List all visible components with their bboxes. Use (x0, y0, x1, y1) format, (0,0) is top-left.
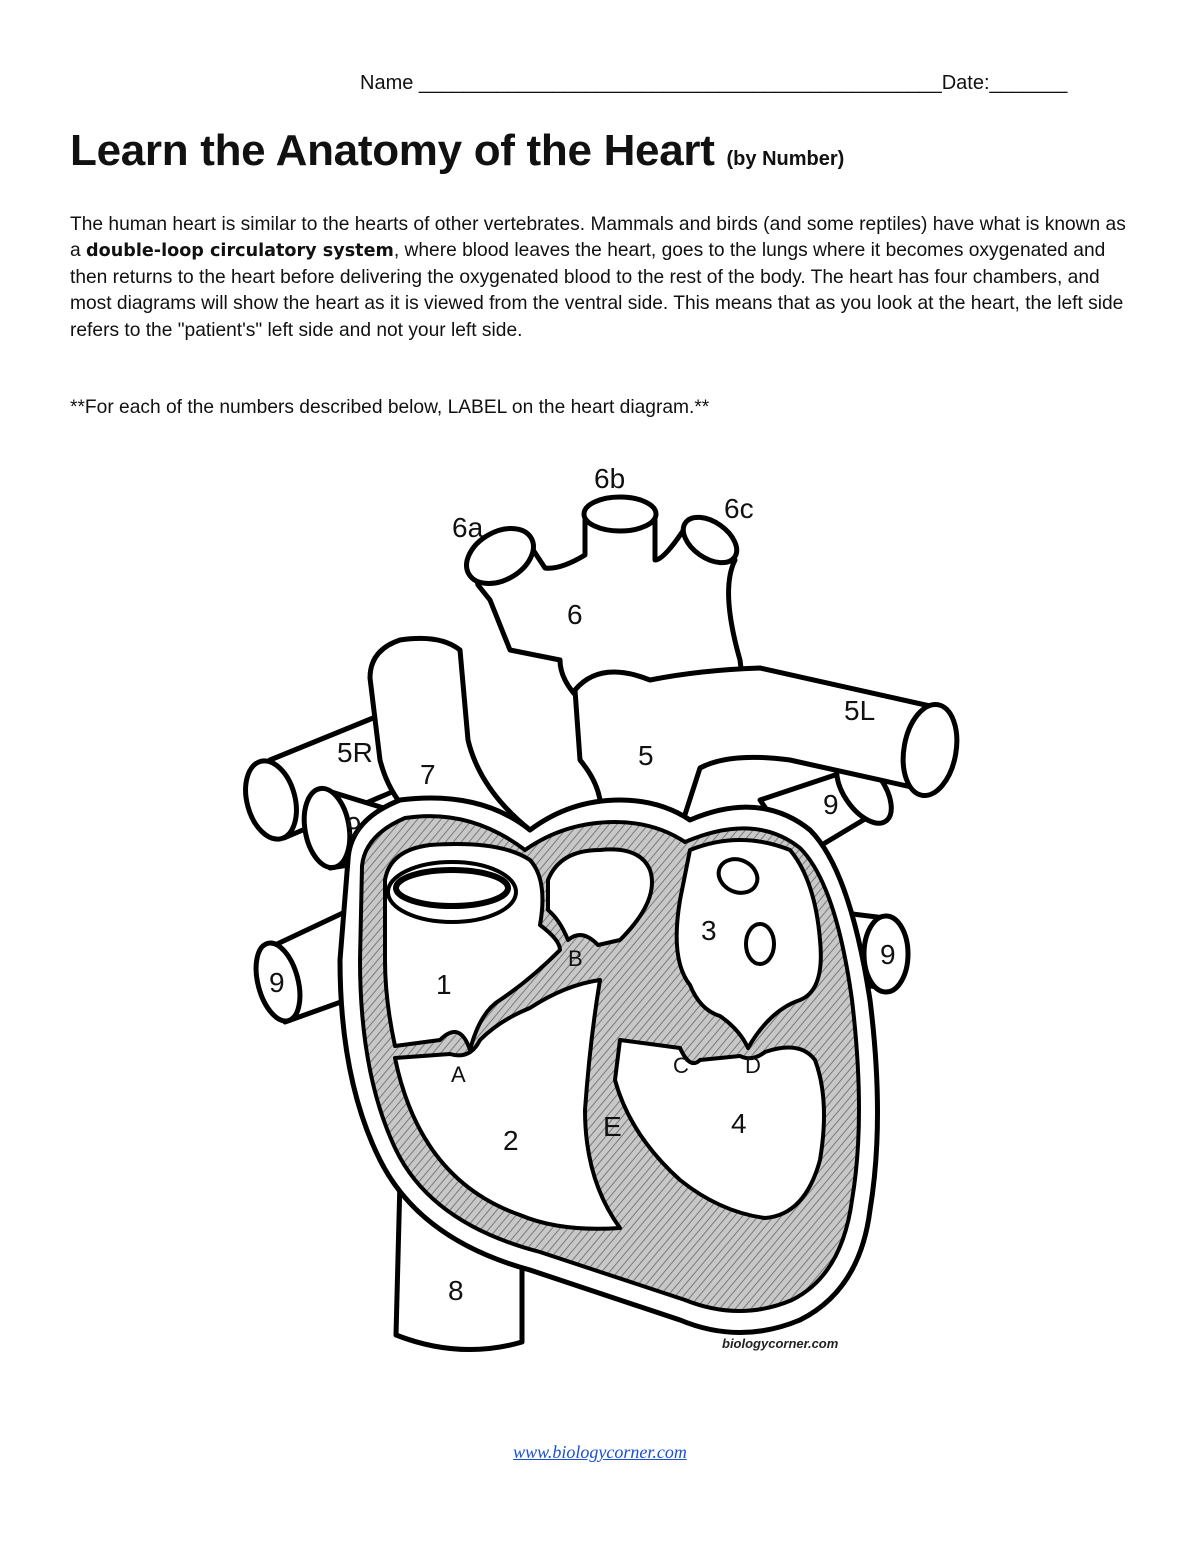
name-label: Name (360, 72, 414, 94)
label-6b: 6b (594, 463, 626, 494)
label-9-left-bottom: 9 (269, 967, 285, 998)
label-C: C (673, 1053, 689, 1078)
label-A: A (451, 1062, 466, 1087)
intro-bold-term: double-loop circulatory system (86, 241, 394, 262)
label-9-left-top: 9 (346, 811, 362, 842)
label-6: 6 (567, 599, 583, 630)
label-E: E (603, 1111, 622, 1142)
label-8: 8 (448, 1275, 464, 1306)
diagram-credit: biologycorner.com (722, 1336, 839, 1351)
label-6c: 6c (724, 493, 754, 524)
label-D: D (745, 1053, 761, 1078)
title-subtitle: (by Number) (726, 148, 845, 170)
heart-diagram (0, 440, 1200, 1440)
intro-text-1: The human heart is similar to the hearts of other vertebrates. Mammals and birds (and some reptiles) have what is known as a (70, 214, 1126, 262)
label-9-right-bottom: 9 (880, 939, 896, 970)
label-4: 4 (731, 1108, 747, 1139)
label-5L: 5L (844, 695, 876, 726)
label-7: 7 (420, 759, 436, 790)
instruction-text: **For each of the numbers described below, LABEL on the heart diagram.** (70, 397, 710, 418)
label-2: 2 (503, 1125, 519, 1156)
label-5: 5 (638, 740, 654, 771)
label-6a: 6a (452, 512, 484, 543)
page-title (70, 126, 844, 176)
label-9-right-top: 9 (823, 789, 839, 820)
name-blank[interactable]: _______________________________________________ (418, 72, 942, 94)
name-date-line (360, 72, 1067, 95)
footer-link[interactable]: www.biologycorner.com (513, 1442, 687, 1462)
label-B: B (568, 946, 583, 971)
title-main: Learn the Anatomy of the Heart (70, 126, 715, 175)
label-1: 1 (436, 969, 452, 1000)
intro-text-2: , where blood leaves the heart, goes to the lungs where it becomes oxygenated and then returns to the heart before delivering the oxygenated blood to the rest of the body. The heart has four chambers, and most diagrams will show the heart as it is viewed from the ventral side. This means that as you look at the heart, the left side refers to the "patient's" left side and not your left side. (70, 240, 1124, 341)
date-label: Date: (941, 72, 990, 94)
label-3: 3 (701, 915, 717, 946)
intro-paragraph (70, 212, 1135, 344)
label-5R: 5R (337, 737, 373, 768)
date-blank[interactable]: _______ (989, 72, 1068, 94)
